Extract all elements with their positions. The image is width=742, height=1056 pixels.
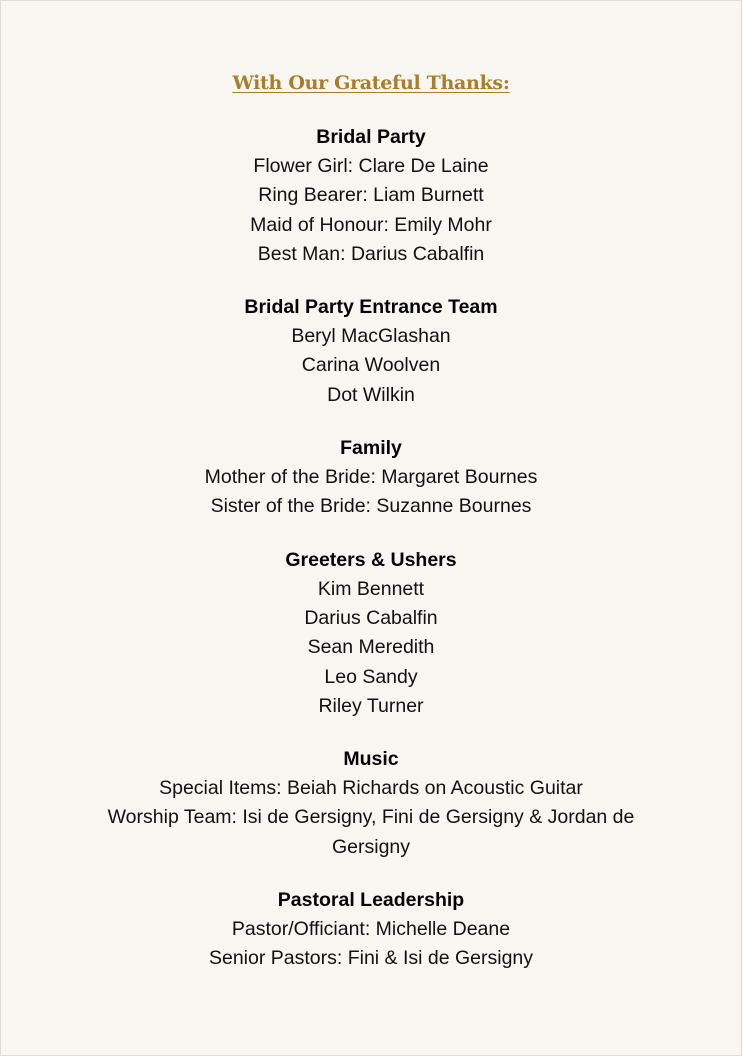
list-item: Beryl MacGlashan [291,325,451,348]
page-heading: With Our Grateful Thanks: [232,72,510,94]
list-item: Sean Meredith [307,636,435,659]
section-entrance-team [1,292,741,410]
section-title: Pastoral Leadership [277,889,465,912]
list-item: Kim Bennett [317,577,425,600]
section-title: Music [343,748,399,771]
section-music [1,744,741,862]
list-item: Flower Girl: Clare De Laine [253,155,489,177]
list-item: Best Man: Darius Cabalfin [257,242,485,265]
list-item: Dot Wilkin [327,383,415,406]
section-greeters-ushers [1,545,741,721]
section-title: Bridal Party Entrance Team [244,296,498,319]
list-item: Carina Woolven [301,354,441,377]
list-item: Leo Sandy [324,665,418,688]
section-title: Family [340,437,402,460]
list-item: Mother of the Bride: Margaret Bournes [204,466,538,489]
acknowledgements-list [1,122,741,997]
list-item: Pastor/Officiant: Michelle Deane [231,918,511,941]
list-item: Maid of Honour: Emily Mohr [250,213,492,236]
list-item: Darius Cabalfin [304,606,438,629]
list-item: Sister of the Bride: Suzanne Bournes [210,495,532,518]
list-item: Ring Bearer: Liam Burnett [258,184,484,207]
list-item: Special Items: Beiah Richards on Acoustic Guitar [159,777,583,800]
section-family [1,433,741,522]
list-item: Worship Team: Isi de Gersigny, Fini de Gersigny & Jordan de Gersigny [107,806,635,858]
list-item: Riley Turner [318,694,424,717]
section-title: Greeters & Ushers [285,548,457,571]
section-title: Bridal Party [316,126,426,148]
list-item: Senior Pastors: Fini & Isi de Gersigny [208,947,534,970]
section-pastoral-leadership [1,885,741,974]
section-bridal-party [1,122,741,269]
